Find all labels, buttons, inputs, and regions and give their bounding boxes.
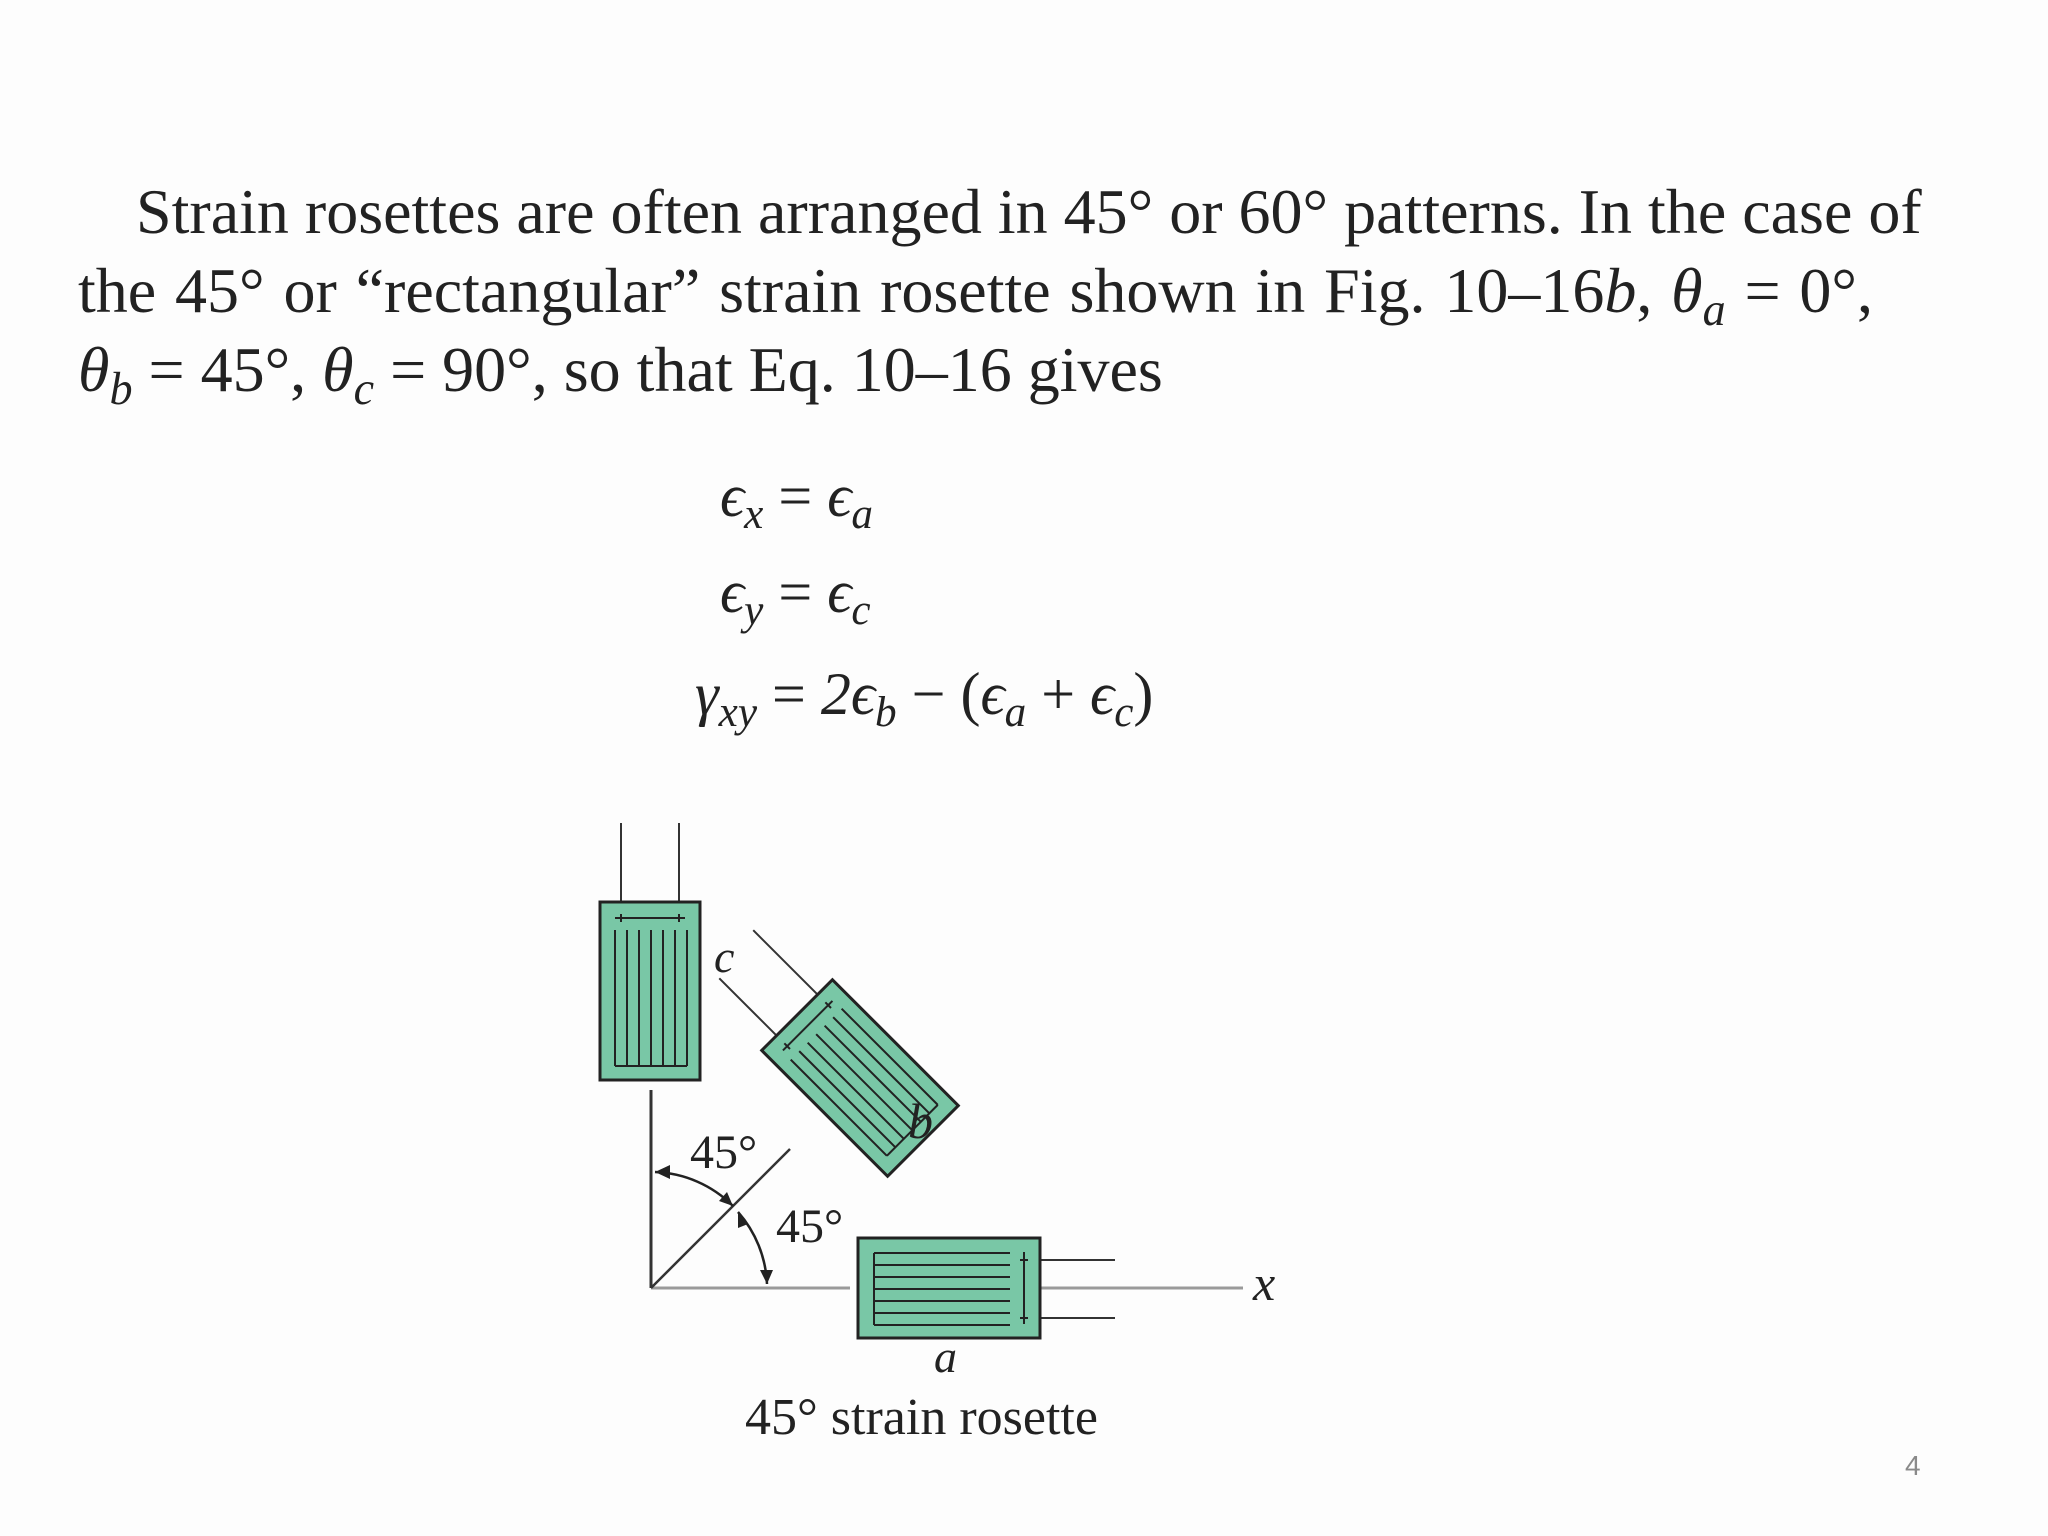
gauge-c-label: c	[714, 931, 735, 982]
figure-caption: 45° strain rosette	[745, 1389, 1098, 1446]
equation-gamma-xy: $\gamma_{xy} = 2\epsilon_b - (\epsilon_a + \epsilon_c)$	[695, 661, 1154, 737]
equation-epsilon-y: $\epsilon_y = \epsilon_c$	[720, 559, 871, 635]
gauge-a-label: a	[934, 1331, 957, 1382]
paragraph-line-1: Strain rosettes are often arranged in 45° or 60° patterns. In the case of	[136, 176, 1922, 247]
page-number: 4	[1905, 1450, 1921, 1481]
arc-arrowhead-lower-end	[760, 1270, 773, 1284]
paragraph-line-2: the 45° or “rectangular” strain rosette shown in Fig. 10–16b, $\theta_a = 0^\circ$,	[78, 255, 1874, 335]
angle-label-lower: 45°	[776, 1200, 844, 1253]
equation-epsilon-x: $\epsilon_x = \epsilon_a$	[720, 463, 873, 539]
gauge-b-label: b	[908, 1093, 933, 1149]
x-axis-label: x	[1253, 1255, 1276, 1311]
angle-label-upper: 45°	[690, 1126, 758, 1179]
paragraph-line-3: $\theta_b = 45^\circ$, $\theta_c = 90^\circ$, so that Eq. 10–16 gives	[78, 334, 1163, 414]
arc-arrowhead-lower-start	[738, 1212, 748, 1228]
arc-arrowhead-upper-start	[655, 1165, 670, 1179]
gauge-c	[600, 823, 700, 1080]
